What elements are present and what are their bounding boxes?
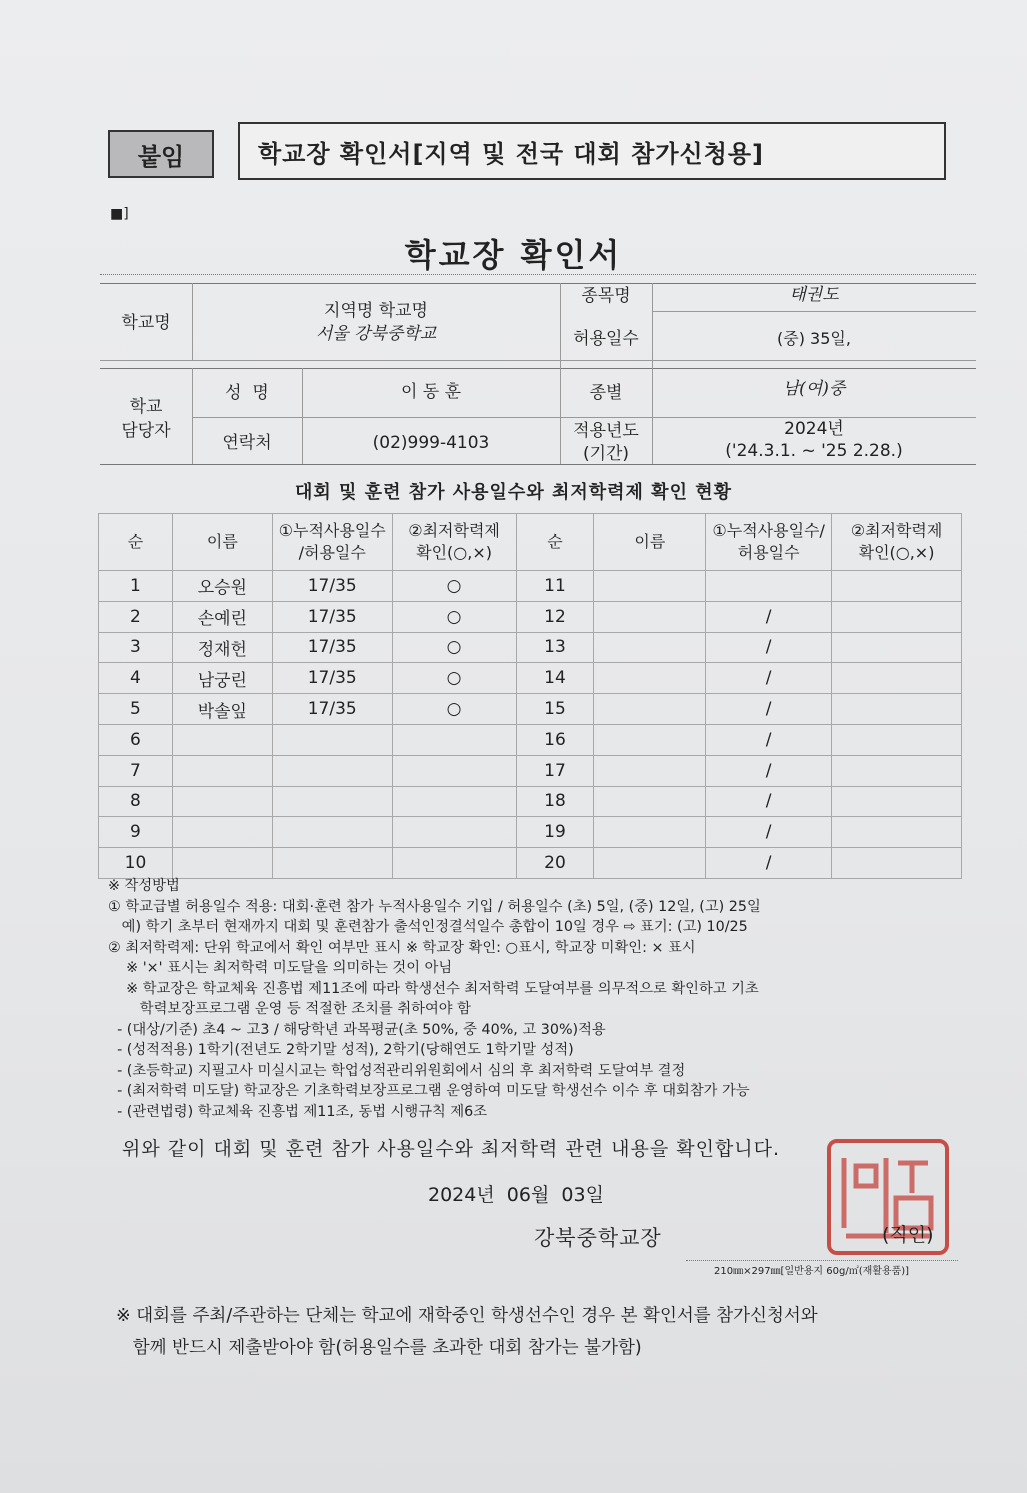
document-title: 학교장 확인서	[404, 236, 623, 274]
school-sub-label: 지역명 학교명	[324, 301, 428, 321]
row-no: 9	[99, 817, 173, 848]
manager-label-2: 담당자	[121, 421, 171, 441]
row-name-right	[594, 571, 706, 602]
row-days-right: /	[706, 663, 832, 694]
row-days	[272, 724, 392, 755]
school-label: 학교명	[121, 313, 171, 333]
table-row	[99, 848, 962, 879]
row-no: 10	[99, 848, 173, 879]
row-days: 17/35	[272, 632, 392, 663]
table-row	[99, 663, 962, 694]
table-row	[99, 755, 962, 786]
year-value: 2024년	[784, 419, 844, 439]
row-name: 오승원	[172, 571, 272, 602]
row-no-right: 20	[516, 848, 594, 879]
allowed-days-value: (중) 35일,	[777, 329, 851, 348]
note-line: - (최저학력 미도달) 학교장은 기초학력보장프로그램 운영하여 미도달 학생선수 이수 후 대회참가 가능	[108, 1083, 750, 1099]
table-row	[99, 817, 962, 848]
attachment-tag: 붙임	[108, 130, 214, 178]
row-name-right	[594, 663, 706, 694]
row-no: 7	[99, 755, 173, 786]
row-check: ○	[392, 694, 516, 725]
row-name: 정재헌	[172, 632, 272, 663]
row-no: 1	[99, 571, 173, 602]
row-no-right: 18	[516, 786, 594, 817]
row-no-right: 19	[516, 817, 594, 848]
row-no: 4	[99, 663, 173, 694]
row-days-right: /	[706, 817, 832, 848]
row-name	[172, 755, 272, 786]
row-name	[172, 817, 272, 848]
year-label-2: (기간)	[582, 444, 630, 464]
row-name: 남궁린	[172, 663, 272, 694]
row-name-right	[594, 694, 706, 725]
table-row	[99, 724, 962, 755]
header-days: ①누적사용일수 /허용일수	[272, 514, 392, 571]
row-check	[392, 724, 516, 755]
row-no-right: 16	[516, 724, 594, 755]
row-check-right	[832, 601, 962, 632]
row-check	[392, 755, 516, 786]
year-label-1: 적용년도	[573, 421, 639, 441]
contact-label: 연락처	[222, 433, 272, 453]
row-name-right	[594, 848, 706, 879]
row-days-right: /	[706, 724, 832, 755]
header-check-right: ②최저학력제 확인(○,×)	[832, 514, 962, 571]
row-check-right	[832, 817, 962, 848]
header-no: 순	[99, 514, 173, 571]
period-value: ('24.3.1. ~ '25 2.28.)	[725, 441, 903, 461]
note-line: ※ '×' 표시는 최저학력 미도달을 의미하는 것이 아님	[108, 960, 453, 976]
row-no-right: 12	[516, 601, 594, 632]
row-check-right	[832, 663, 962, 694]
paper-spec: 210㎜×297㎜[일반용지 60g/㎡(재활용품)]	[714, 1266, 910, 1277]
row-name-right	[594, 724, 706, 755]
row-days-right: /	[706, 632, 832, 663]
row-days	[272, 848, 392, 879]
note-line: - (대상/기준) 초4 ~ 고3 / 해당학년 과목평균(초 50%, 중 40%, 고 30%)적용	[108, 1021, 606, 1038]
note-line: - (초등학교) 지필고사 미실시교는 학업성적관리위원회에서 심의 후 최저학력 도달여부 결정	[108, 1062, 686, 1079]
table-row	[99, 786, 962, 817]
row-days: 17/35	[272, 663, 392, 694]
row-days-right: /	[706, 601, 832, 632]
header-title: 학교장 확인서[지역 및 전국 대회 참가신청용]	[238, 122, 946, 180]
manager-label-1: 학교	[129, 397, 163, 417]
section-title: 대회 및 훈련 참가 사용일수와 최저학력제 확인 현황	[294, 482, 732, 503]
row-days-right	[706, 571, 832, 602]
row-name	[172, 724, 272, 755]
table-row	[99, 694, 962, 725]
confirmation-statement: 위와 같이 대회 및 훈련 참가 사용일수와 최저학력 관련 내용을 확인합니다.	[122, 1138, 781, 1160]
row-name-right	[594, 786, 706, 817]
row-name	[172, 786, 272, 817]
footer-line-2: 함께 반드시 제출받아야 함(허용일수를 초과한 대회 참가는 불가함)	[116, 1338, 642, 1358]
header	[108, 122, 946, 182]
footer-line-1: ※ 대회를 주최/주관하는 단체는 학교에 재학중인 학생선수인 경우 본 확인서를 참가신청서와	[116, 1306, 818, 1326]
note-line: 학력보장프로그램 운영 등 적절한 조치를 취하여야 함	[108, 1001, 471, 1017]
table-row	[99, 632, 962, 663]
row-name-right	[594, 632, 706, 663]
issue-date: 2024년 06월 03일	[428, 1184, 604, 1206]
note-line: - (성적적용) 1학기(전년도 2학기말 성적), 2학기(당해연도 1학기말 성적)	[108, 1042, 574, 1058]
row-no: 3	[99, 632, 173, 663]
header-name-right: 이름	[594, 514, 706, 571]
row-check: ○	[392, 601, 516, 632]
header-name: 이름	[172, 514, 272, 571]
row-no-right: 13	[516, 632, 594, 663]
row-days: 17/35	[272, 601, 392, 632]
row-check	[392, 817, 516, 848]
row-days: 17/35	[272, 694, 392, 725]
row-no-right: 14	[516, 663, 594, 694]
school-value: 서울 강북중학교	[315, 324, 437, 344]
name-label: 성 명	[225, 383, 269, 403]
header-no-right: 순	[516, 514, 594, 571]
row-check-right	[832, 694, 962, 725]
header-days-right: ①누적사용일수/ 허용일수	[706, 514, 832, 571]
row-name: 손예린	[172, 601, 272, 632]
note-line: ② 최저학력제: 단위 학교에서 확인 여부만 표시 ※ 학교장 확인: ○표시, 학교장 미확인: × 표시	[108, 939, 696, 956]
row-check	[392, 786, 516, 817]
table-row	[99, 571, 962, 602]
row-no: 6	[99, 724, 173, 755]
row-name-right	[594, 755, 706, 786]
row-check: ○	[392, 632, 516, 663]
row-name	[172, 848, 272, 879]
bullet-mark: ■]	[110, 206, 129, 222]
row-days-right: /	[706, 848, 832, 879]
row-check-right	[832, 786, 962, 817]
gender-label: 종별	[589, 383, 623, 403]
row-check-right	[832, 632, 962, 663]
row-no-right: 15	[516, 694, 594, 725]
row-no: 2	[99, 601, 173, 632]
row-check: ○	[392, 571, 516, 602]
row-check-right	[832, 755, 962, 786]
row-days-right: /	[706, 694, 832, 725]
row-days	[272, 755, 392, 786]
row-name: 박솔잎	[172, 694, 272, 725]
header-check: ②최저학력제 확인(○,×)	[392, 514, 516, 571]
row-days	[272, 817, 392, 848]
row-days-right: /	[706, 786, 832, 817]
table-body	[99, 571, 962, 879]
name-value: 이 동 훈	[400, 382, 462, 402]
note-line: ※ 학교장은 학교체육 진흥법 제11조에 따라 학생선수 최저학력 도달여부를 의무적으로 확인하고 기초	[108, 980, 759, 997]
note-line: ※ 작성방법	[108, 878, 180, 894]
gender-value: 남(여)중	[782, 379, 846, 399]
allowed-days-label: 허용일수	[573, 329, 639, 349]
sport-label: 종목명	[581, 286, 631, 306]
row-name-right	[594, 601, 706, 632]
row-days	[272, 786, 392, 817]
note-line: 예) 학기 초부터 현재까지 대회 및 훈련참가 출석인정결석일수 총합이 10일 경우 ⇨ 표기: (고) 10/25	[108, 919, 748, 935]
row-days: 17/35	[272, 571, 392, 602]
table-header-row	[99, 514, 962, 571]
row-check	[392, 848, 516, 879]
row-no-right: 11	[516, 571, 594, 602]
row-name-right	[594, 817, 706, 848]
note-line: - (관련법령) 학교체육 진흥법 제11조, 동법 시행규칙 제6조	[108, 1103, 488, 1120]
row-no-right: 17	[516, 755, 594, 786]
row-no: 8	[99, 786, 173, 817]
row-check-right	[832, 724, 962, 755]
note-line: ① 학교급별 허용일수 적용: 대회·훈련 참가 누적사용일수 기입 / 허용일수 (초) 5일, (중) 12일, (고) 25일	[108, 898, 761, 915]
row-check-right	[832, 571, 962, 602]
row-no: 5	[99, 694, 173, 725]
principal-name: 강북중학교장	[534, 1226, 662, 1250]
footer-note	[116, 1300, 818, 1364]
table-row	[99, 601, 962, 632]
row-check-right	[832, 848, 962, 879]
contact-value: (02)999-4103	[372, 433, 490, 453]
writing-instructions	[108, 876, 978, 1122]
row-days-right: /	[706, 755, 832, 786]
sport-value: 태권도	[789, 285, 839, 305]
participation-table	[98, 513, 962, 879]
row-check: ○	[392, 663, 516, 694]
stamp-label: (직인)	[882, 1224, 934, 1246]
